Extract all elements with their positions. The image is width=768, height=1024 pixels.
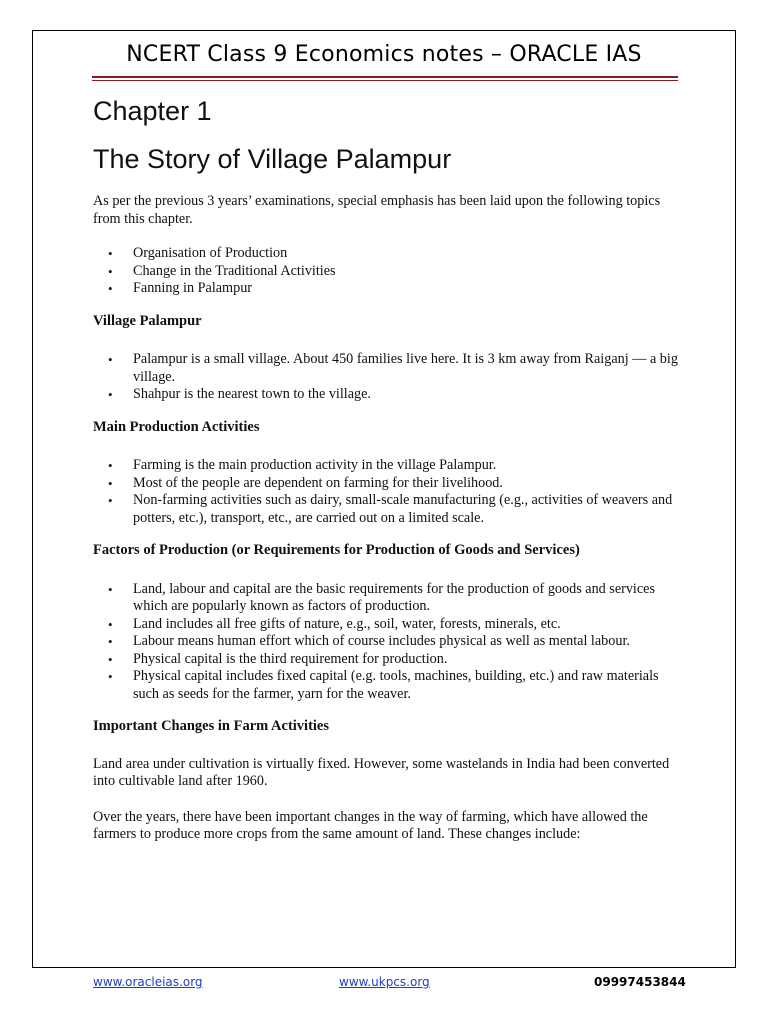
list-item: • Farming is the main production activity in the village Palampur. xyxy=(93,457,683,475)
chapter-number: Chapter 1 xyxy=(93,96,212,126)
factors-list xyxy=(93,581,683,704)
list-item: • Non-farming activities such as dairy, small-scale manufacturing (e.g., activities of weavers and potters, etc.), transport, etc., are carried out on a limited scale. xyxy=(93,492,683,527)
list-item: • Change in the Traditional Activities xyxy=(93,263,683,281)
list-item: • Palampur is a small village. About 450 families live here. It is 3 km away from Raiganj — a big village. xyxy=(93,351,683,386)
section-heading-changes: Important Changes in Farm Activities xyxy=(93,718,330,734)
document-body xyxy=(93,193,683,844)
footer-phone: 09997453844 xyxy=(594,975,686,989)
list-item: • Land includes all free gifts of nature, e.g., soil, water, forests, minerals, etc. xyxy=(93,616,683,634)
list-item: • Organisation of Production xyxy=(93,245,683,263)
section-heading-village: Village Palampur xyxy=(93,312,202,329)
list-item: • Labour means human effort which of course includes physical as well as mental labour. xyxy=(93,633,683,651)
changes-paragraph-2: Over the years, there have been important changes in the way of farming, which have allowed the farmers to produce more crops from the same amount of land. These changes include: xyxy=(93,808,648,842)
village-list xyxy=(93,351,683,404)
footer-link-ukpcs[interactable]: www.ukpcs.org xyxy=(339,975,430,989)
list-item: • Land, labour and capital are the basic requirements for the production of goods and services which are popularly known as factors of production. xyxy=(93,581,683,616)
list-item: • Shahpur is the nearest town to the village. xyxy=(93,386,683,404)
footer-link-oracleias[interactable]: www.oracleias.org xyxy=(93,975,203,989)
header-title: NCERT Class 9 Economics notes – ORACLE IAS xyxy=(126,42,642,67)
list-item: • Physical capital is the third requirement for production. xyxy=(93,651,683,669)
list-item: • Fanning in Palampur xyxy=(93,280,683,298)
intro-paragraph: As per the previous 3 years’ examinations, special emphasis has been laid upon the following topics from this chapter. xyxy=(93,193,661,227)
list-item: • Most of the people are dependent on farming for their livelihood. xyxy=(93,475,683,493)
list-item: • Physical capital includes fixed capital (e.g. tools, machines, building, etc.) and raw materials such as seeds for the farmer, yarn for the weaver. xyxy=(93,668,683,703)
topics-list xyxy=(93,245,683,298)
chapter-title: The Story of Village Palampur xyxy=(93,144,452,174)
header-rule xyxy=(92,76,678,78)
production-list xyxy=(93,457,683,527)
section-heading-factors: Factors of Production (or Requirements for Production of Goods and Services) xyxy=(93,542,580,558)
header-rule-thin xyxy=(92,80,678,81)
section-heading-production: Main Production Activities xyxy=(93,418,260,435)
changes-paragraph-1: Land area under cultivation is virtually fixed. However, some wastelands in India had been converted into cultivable land after 1960. xyxy=(93,755,670,789)
